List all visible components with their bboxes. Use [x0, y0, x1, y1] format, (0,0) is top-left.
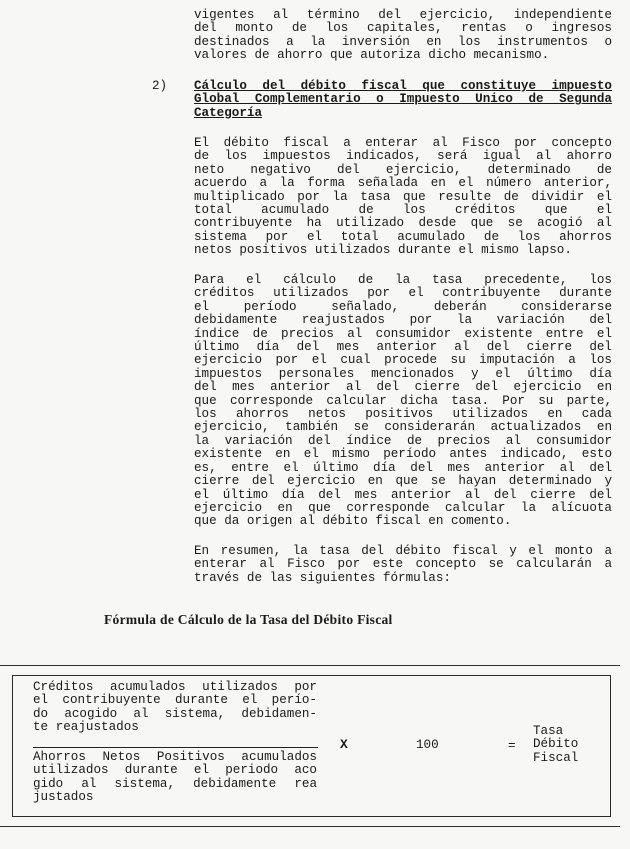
equals-symbol: =: [508, 739, 516, 753]
text-line: vigentes al término del ejercicio, independiente: [194, 8, 612, 22]
text-line: valores de ahorro que autoriza dicho mecanismo.: [194, 48, 550, 63]
text-line: existente en el mismo período antes indicado, esto: [194, 447, 612, 462]
formula-denominator: [33, 751, 317, 805]
text-line: netos positivos utilizados durante el mismo lapso.: [194, 243, 572, 258]
text-line: sistema por el total acumulado de los ahorros: [194, 229, 612, 244]
formula-numerator: [33, 681, 317, 735]
text-line: ejercicio por el cual procede su imputación a los: [194, 353, 612, 368]
text-line: Ahorros Netos Positivos acumulados: [33, 750, 317, 764]
paragraph-resumen: [194, 545, 612, 585]
text-line: te reajustados: [33, 720, 139, 735]
text-line: Global Complementario o Impuesto Unico de Segunda: [194, 92, 612, 107]
text-line: do acogido al sistema, debidamen-: [33, 706, 317, 721]
text-line: neto negativo del ejercicio, determinado de: [194, 162, 612, 177]
text-line: que da origen al débito fiscal en comento.: [194, 514, 512, 529]
factor-hundred: 100: [416, 738, 439, 752]
paragraph-debito-fiscal: [194, 137, 612, 258]
text-line: Tasa: [533, 724, 564, 738]
formula-result: [533, 725, 603, 765]
text-line: el contribuyente durante el perío-: [33, 693, 317, 708]
text-line: índice de precios al consumidor existente entre el: [194, 326, 612, 341]
text-line: ejercicio en que corresponde calcular la alícuota: [194, 500, 612, 515]
section-number: 2): [152, 79, 168, 93]
text-line: total acumulado de los créditos que el: [194, 203, 612, 218]
text-line: través de las siguientes fórmulas:: [194, 570, 451, 585]
text-line: impuestos personales mencionados y el último día: [194, 366, 612, 381]
text-line: contribuyente ha utilizado desde que se acogió al: [194, 216, 612, 231]
text-line: Créditos acumulados utilizados por: [33, 680, 317, 694]
text-line: último día del mes anterior al del cierre del: [194, 340, 612, 355]
text-line: gido al sistema, debidamente rea: [33, 776, 317, 791]
formula-title: Fórmula de Cálculo de la Tasa del Débito Fiscal: [104, 612, 393, 627]
fraction-bar: [33, 747, 318, 748]
text-line: destinados a la inversión en los instrumentos o: [194, 34, 612, 49]
text-line: utilizados durante el periodo aco: [33, 763, 317, 778]
text-line: Débito: [533, 737, 579, 752]
text-line: del mes anterior al del cierre del ejercicio en: [194, 380, 612, 395]
text-line: del monto de los capitales, rentas o ingresos: [194, 21, 612, 36]
multiply-symbol: X: [340, 737, 348, 752]
section-heading: [194, 80, 612, 120]
text-line: Fiscal: [533, 750, 579, 765]
text-line: cierre del ejercicio en que se hayan determinado y: [194, 474, 612, 489]
text-line: la variación del índice de precios al consumidor: [194, 433, 612, 448]
text-line: créditos utilizados por el contribuyente durante: [194, 286, 612, 301]
text-line: el último día del mes anterior al del cierre del: [194, 487, 612, 502]
text-line: Cálculo del débito fiscal que constituye impuesto: [194, 79, 612, 93]
text-line: los ahorros netos positivos utilizados en cada: [194, 407, 612, 422]
text-line: ejercicio, también se considerarán actualizados en: [194, 420, 612, 435]
text-line: debidamente reajustados por la variación del: [194, 313, 612, 328]
text-line: de los impuestos indicados, será igual al ahorro: [194, 149, 612, 164]
text-line: Categoría: [194, 105, 263, 120]
text-line: En resumen, la tasa del débito fiscal y el monto a: [194, 544, 612, 558]
intro-paragraph: [194, 9, 612, 63]
paragraph-calculo-tasa: [194, 274, 612, 529]
text-line: Para el cálculo de la tasa precedente, los: [194, 273, 612, 287]
text-line: justados: [33, 790, 94, 805]
text-line: multiplicado por la tasa que resulte de dividir el: [194, 189, 612, 204]
text-line: es, entre el último día del mes anterior al del: [194, 460, 612, 475]
text-line: el período señalado, deberán considerarse: [194, 299, 612, 314]
text-line: enterar al Fisco por este concepto se calcularán a: [194, 557, 612, 572]
text-line: que corresponde calcular dicha tasa. Por su parte,: [194, 393, 612, 408]
text-line: acuerdo a la forma señalada en el número anterior,: [194, 176, 612, 191]
text-line: El débito fiscal a enterar al Fisco por concepto: [194, 136, 612, 150]
